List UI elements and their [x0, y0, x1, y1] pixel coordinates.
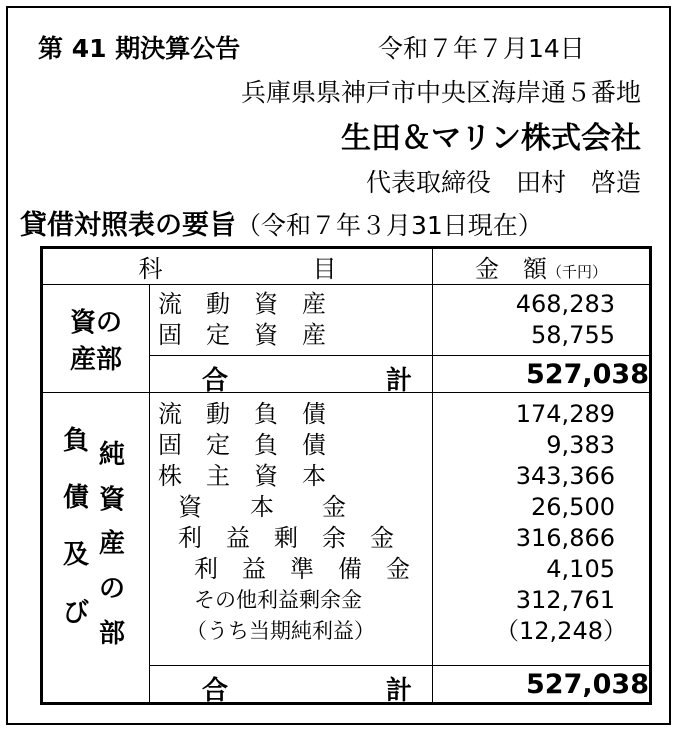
assets-total-label [150, 356, 433, 396]
liab-item-name: 利 益 準 備 金 [194, 555, 410, 583]
liab-label-char: 債 [63, 483, 90, 514]
liab-item-name: 流 動 負 債 [158, 400, 326, 428]
header-amount-cell [433, 248, 651, 285]
asset-item-name: 流 動 資 産 [158, 290, 326, 318]
header-item: 目 [312, 255, 337, 283]
company-address: 兵庫県県神戸市中央区海岸通５番地 [240, 78, 641, 107]
liabilities-amounts [433, 393, 651, 666]
assets-amounts [433, 285, 651, 356]
header-subject-cell [42, 248, 433, 285]
notice-date: 令和７年７月14日 [378, 34, 585, 63]
liab-label-char: 及 [63, 540, 90, 571]
liab-item-name: 利 益 剰 余 金 [178, 524, 394, 552]
liabilities-items [150, 393, 433, 666]
liab-label-char: び [63, 597, 90, 628]
balance-sheet-table [40, 246, 652, 705]
asset-item-amount: 468,283 [515, 290, 615, 318]
header-subject: 科 [138, 255, 163, 283]
total-label-a: 合 [202, 366, 229, 396]
liabilities-section-label [42, 393, 150, 704]
liab-label-char: 負 [63, 426, 90, 456]
liab-item-name: 資 本 金 [178, 493, 346, 521]
liabilities-section [42, 393, 651, 666]
table-header-row [42, 248, 651, 285]
title-text: 貸借対照表の要旨 [20, 210, 236, 241]
liab-label-col-1 [63, 413, 89, 642]
header-amount: 金 額 [474, 255, 547, 283]
liab-label-char: の [99, 574, 126, 605]
liab-label-char: 産 [99, 529, 126, 560]
liab-item-amount: （12,248） [495, 617, 627, 645]
total-label-a: 合 [202, 676, 229, 706]
company-name: 生田＆マリン株式会社 [341, 121, 641, 156]
liab-item-name: （うち当期純利益） [186, 619, 375, 643]
document-title [20, 212, 543, 239]
liab-item-name: 固 定 負 債 [158, 431, 326, 459]
assets-label-line-2: 産部 [69, 344, 122, 375]
liab-label-col-2 [99, 433, 125, 657]
liab-item-amount: 312,761 [515, 586, 615, 614]
liab-item-amount: 316,866 [515, 524, 615, 552]
asset-item-name: 固 定 資 産 [158, 321, 326, 349]
liabilities-total-label [150, 666, 433, 704]
title-period: （令和７年３月31日現在） [236, 211, 543, 240]
header-unit: （千円） [546, 263, 607, 281]
term-label: 第 41 期決算公告 [38, 34, 241, 63]
liab-item-amount: 26,500 [531, 493, 615, 521]
liab-item-name: 株 主 資 本 [158, 462, 326, 490]
liab-item-amount: 174,289 [515, 400, 615, 428]
liab-label-char: 純 [99, 440, 126, 470]
liab-item-amount: 343,366 [515, 462, 615, 490]
liab-item-amount: 4,105 [546, 555, 615, 583]
assets-label-line-1: 資の [69, 307, 122, 338]
assets-section-label [42, 285, 150, 393]
liabilities-total-amount: 527,038 [433, 666, 651, 704]
liab-item-name: その他利益剰余金 [194, 588, 362, 612]
assets-total-amount: 527,038 [433, 356, 651, 393]
total-label-b: 計 [385, 676, 412, 706]
liab-item-amount: 9,383 [546, 431, 615, 459]
assets-items [150, 285, 433, 356]
assets-section [42, 285, 651, 356]
total-label-b: 計 [385, 366, 412, 396]
representative: 代表取締役 田村 啓造 [365, 168, 641, 197]
liab-label-char: 部 [99, 618, 126, 649]
asset-item-amount: 58,755 [531, 321, 615, 349]
liab-label-char: 資 [99, 484, 126, 515]
